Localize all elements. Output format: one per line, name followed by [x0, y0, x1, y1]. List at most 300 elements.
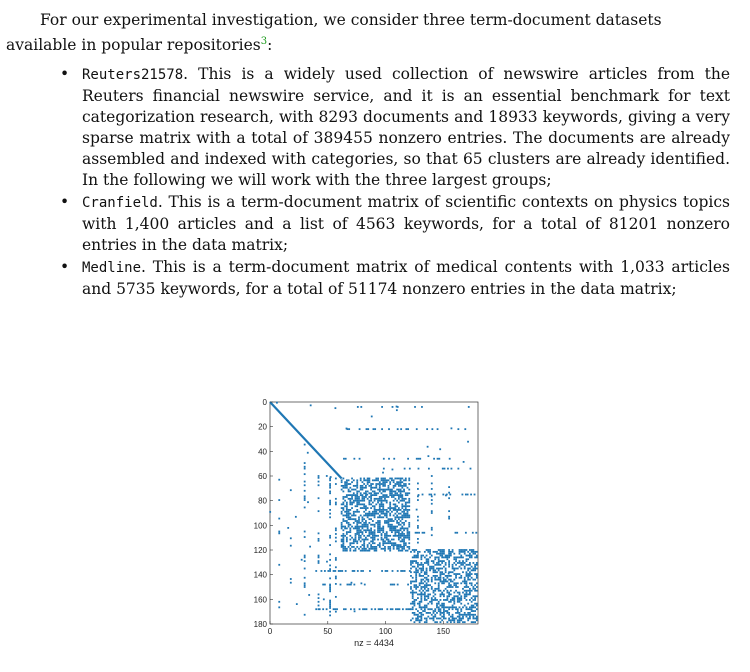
data-point: [356, 492, 358, 494]
data-point: [346, 511, 348, 513]
data-point: [476, 555, 478, 557]
data-point: [329, 535, 331, 537]
data-point: [346, 513, 348, 515]
data-point: [417, 516, 419, 518]
data-point: [443, 614, 445, 616]
data-point: [382, 513, 384, 515]
data-point: [341, 546, 343, 548]
data-point: [452, 618, 454, 620]
data-point: [433, 568, 435, 570]
data-point: [362, 520, 364, 522]
data-point: [353, 515, 355, 517]
data-point: [374, 516, 376, 518]
data-point: [398, 550, 400, 552]
data-point: [370, 544, 372, 546]
data-point: [455, 586, 457, 588]
data-point: [410, 575, 412, 577]
data-point: [344, 483, 346, 485]
data-point: [391, 491, 393, 493]
data-point: [379, 489, 381, 491]
data-point: [356, 483, 358, 485]
data-point: [304, 568, 306, 570]
data-point: [448, 594, 450, 596]
data-point: [415, 581, 417, 583]
data-point: [364, 584, 366, 586]
data-point: [474, 618, 476, 620]
data-point: [431, 527, 433, 529]
data-point: [410, 588, 412, 590]
data-point: [396, 526, 398, 528]
data-point: [360, 531, 362, 533]
data-point: [358, 548, 360, 550]
data-point: [348, 489, 350, 491]
data-point: [304, 555, 306, 557]
data-point: [474, 551, 476, 553]
data-point: [362, 481, 364, 483]
data-point: [436, 571, 438, 573]
data-point: [459, 618, 461, 620]
data-point: [466, 555, 468, 557]
data-point: [436, 588, 438, 590]
data-point: [391, 531, 393, 533]
data-point: [474, 599, 476, 601]
data-point: [355, 535, 357, 537]
data-point: [356, 526, 358, 528]
data-point: [455, 558, 457, 560]
data-point: [418, 468, 420, 470]
data-point: [394, 533, 396, 535]
data-point: [304, 473, 306, 475]
data-point: [427, 594, 429, 596]
data-point: [353, 522, 355, 524]
data-point: [353, 485, 355, 487]
data-point: [398, 539, 400, 541]
data-point: [346, 502, 348, 504]
data-point: [386, 516, 388, 518]
data-point: [434, 582, 436, 584]
data-point: [394, 478, 396, 480]
data-point: [474, 610, 476, 612]
footnote-mark[interactable]: 3: [260, 36, 268, 47]
data-point: [433, 562, 435, 564]
data-point: [398, 485, 400, 487]
data-point: [381, 528, 383, 530]
data-point: [379, 491, 381, 493]
data-point: [398, 533, 400, 535]
data-point: [377, 479, 379, 481]
data-point: [381, 513, 383, 515]
data-point: [407, 516, 409, 518]
data-point: [403, 516, 405, 518]
data-point: [472, 588, 474, 590]
data-point: [278, 531, 280, 533]
data-point: [304, 481, 306, 483]
data-point: [405, 492, 407, 494]
data-point: [353, 511, 355, 513]
data-point: [381, 505, 383, 507]
data-point: [362, 608, 364, 610]
data-point: [323, 598, 325, 600]
data-point: [386, 489, 388, 491]
data-point: [382, 485, 384, 487]
data-point: [374, 500, 376, 502]
data-point: [412, 590, 414, 592]
data-point: [424, 605, 426, 607]
data-point: [383, 458, 385, 460]
data-point: [391, 492, 393, 494]
data-point: [424, 592, 426, 594]
data-point: [353, 502, 355, 504]
data-point: [459, 573, 461, 575]
data-point: [391, 524, 393, 526]
data-point: [417, 488, 419, 490]
data-point: [348, 479, 350, 481]
data-point: [445, 568, 447, 570]
data-point: [329, 607, 331, 609]
data-point: [335, 583, 337, 585]
data-point: [440, 573, 442, 575]
data-point: [400, 535, 402, 537]
data-point: [304, 495, 306, 497]
data-point: [401, 487, 403, 489]
data-point: [464, 594, 466, 596]
x-tick-label: 150: [436, 627, 451, 636]
data-point: [401, 548, 403, 550]
data-point: [344, 505, 346, 507]
data-point: [464, 582, 466, 584]
data-point: [367, 529, 369, 531]
data-point: [462, 581, 464, 583]
data-point: [377, 539, 379, 541]
data-point: [422, 569, 424, 571]
data-point: [341, 522, 343, 524]
data-point: [448, 573, 450, 575]
data-point: [398, 537, 400, 539]
data-point: [345, 458, 347, 460]
data-point: [405, 515, 407, 517]
data-point: [384, 535, 386, 537]
data-point: [448, 584, 450, 586]
data-point: [448, 516, 450, 518]
data-point: [441, 606, 443, 608]
data-point: [367, 544, 369, 546]
data-point: [367, 516, 369, 518]
data-point: [476, 575, 478, 577]
data-point: [462, 494, 464, 496]
data-point: [290, 545, 292, 547]
data-point: [403, 544, 405, 546]
data-point: [414, 557, 416, 559]
data-point: [329, 491, 331, 493]
data-point: [426, 590, 428, 592]
data-point: [393, 487, 395, 489]
data-point: [372, 483, 374, 485]
data-point: [304, 444, 306, 446]
data-point: [415, 568, 417, 570]
data-point: [290, 582, 292, 584]
data-point: [342, 533, 344, 535]
data-point: [440, 595, 442, 597]
data-point: [430, 494, 432, 496]
data-point: [353, 500, 355, 502]
data-point: [443, 606, 445, 608]
data-point: [346, 494, 348, 496]
data-point: [401, 494, 403, 496]
data-point: [420, 608, 422, 610]
data-point: [353, 608, 355, 610]
data-point: [455, 573, 457, 575]
data-point: [452, 599, 454, 601]
data-point: [365, 496, 367, 498]
data-point: [466, 595, 468, 597]
data-point: [417, 551, 419, 553]
data-point: [375, 494, 377, 496]
data-point: [363, 526, 365, 528]
data-point: [472, 532, 474, 534]
data-point: [386, 481, 388, 483]
data-point: [379, 507, 381, 509]
data-point: [396, 505, 398, 507]
data-point: [360, 507, 362, 509]
data-point: [450, 586, 452, 588]
data-point: [398, 546, 400, 548]
data-point: [426, 584, 428, 586]
data-point: [415, 588, 417, 590]
data-point: [410, 551, 412, 553]
data-point: [407, 428, 409, 430]
data-point: [405, 516, 407, 518]
data-point: [442, 494, 444, 496]
data-point: [394, 507, 396, 509]
data-point: [382, 478, 384, 480]
data-point: [335, 559, 337, 561]
data-point: [427, 584, 429, 586]
data-point: [415, 560, 417, 562]
data-point: [318, 562, 320, 564]
data-point: [398, 494, 400, 496]
data-point: [438, 601, 440, 603]
data-point: [431, 428, 433, 430]
data-point: [445, 555, 447, 557]
data-point: [452, 608, 454, 610]
data-point: [329, 614, 331, 616]
data-point: [365, 522, 367, 524]
data-point: [403, 505, 405, 507]
data-point: [382, 516, 384, 518]
data-point: [372, 491, 374, 493]
data-point: [349, 509, 351, 511]
data-point: [419, 606, 421, 608]
data-point: [440, 599, 442, 601]
data-point: [386, 500, 388, 502]
data-point: [401, 485, 403, 487]
data-point: [358, 533, 360, 535]
data-point: [452, 581, 454, 583]
data-point: [441, 594, 443, 596]
data-point: [405, 498, 407, 500]
data-point: [356, 531, 358, 533]
data-point: [429, 568, 431, 570]
data-point: [384, 496, 386, 498]
data-point: [353, 492, 355, 494]
data-point: [438, 590, 440, 592]
data-point: [417, 610, 419, 612]
data-point: [420, 555, 422, 557]
data-point: [363, 500, 365, 502]
data-point: [375, 522, 377, 524]
data-point: [372, 479, 374, 481]
data-point: [471, 621, 473, 623]
data-point: [377, 531, 379, 533]
data-point: [394, 526, 396, 528]
data-point: [434, 614, 436, 616]
data-point: [375, 485, 377, 487]
data-point: [464, 566, 466, 568]
data-point: [434, 575, 436, 577]
data-point: [374, 526, 376, 528]
data-point: [441, 557, 443, 559]
data-point: [318, 538, 320, 540]
data-point: [391, 528, 393, 530]
data-point: [377, 492, 379, 494]
data-point: [348, 491, 350, 493]
data-point: [290, 537, 292, 539]
data-point: [438, 568, 440, 570]
data-point: [459, 621, 461, 623]
data-point: [417, 614, 419, 616]
data-point: [368, 500, 370, 502]
data-point: [381, 406, 383, 408]
data-point: [382, 526, 384, 528]
data-point: [396, 544, 398, 546]
data-point: [348, 509, 350, 511]
data-point: [342, 502, 344, 504]
data-point: [467, 551, 469, 553]
data-point: [416, 509, 418, 511]
data-point: [367, 535, 369, 537]
data-point: [374, 511, 376, 513]
data-point: [420, 586, 422, 588]
data-point: [398, 548, 400, 550]
data-point: [344, 526, 346, 528]
data-point: [396, 489, 398, 491]
data-point: [414, 592, 416, 594]
data-point: [472, 569, 474, 571]
data-point: [450, 616, 452, 618]
data-point: [420, 601, 422, 603]
data-point: [397, 428, 399, 430]
data-point: [318, 555, 320, 557]
data-point: [341, 485, 343, 487]
data-point: [365, 509, 367, 511]
data-point: [362, 496, 364, 498]
data-point: [403, 498, 405, 500]
data-point: [342, 485, 344, 487]
y-tick-label: 120: [253, 546, 267, 555]
data-point: [476, 595, 478, 597]
data-point: [358, 498, 360, 500]
data-point: [453, 579, 455, 581]
data-point: [375, 513, 377, 515]
data-point: [371, 608, 373, 610]
data-point: [362, 570, 364, 572]
data-point: [378, 608, 380, 610]
data-point: [443, 608, 445, 610]
x-axis-label: nz = 4434: [354, 638, 394, 648]
data-point: [400, 478, 402, 480]
data-point: [335, 503, 337, 505]
data-point: [416, 428, 418, 430]
x-tick-label: 100: [378, 627, 393, 636]
data-point: [466, 571, 468, 573]
data-point: [365, 537, 367, 539]
data-point: [401, 500, 403, 502]
data-point: [414, 586, 416, 588]
data-point: [341, 540, 343, 542]
data-point: [400, 520, 402, 522]
data-point: [459, 594, 461, 596]
data-point: [346, 505, 348, 507]
data-point: [460, 549, 462, 551]
data-point: [419, 575, 421, 577]
data-point: [364, 608, 366, 610]
data-point: [429, 551, 431, 553]
data-point: [373, 428, 375, 430]
data-point: [426, 569, 428, 571]
data-point: [375, 478, 377, 480]
data-point: [450, 606, 452, 608]
data-point: [374, 428, 376, 430]
data-point: [391, 518, 393, 520]
data-point: [469, 594, 471, 596]
data-point: [401, 505, 403, 507]
data-point: [384, 546, 386, 548]
data-point: [457, 608, 459, 610]
data-point: [384, 489, 386, 491]
data-point: [398, 483, 400, 485]
data-point: [448, 582, 450, 584]
data-point: [448, 560, 450, 562]
data-point: [351, 546, 353, 548]
bullet-icon: •: [60, 65, 70, 83]
data-point: [402, 608, 404, 610]
data-point: [351, 478, 353, 480]
data-point: [436, 618, 438, 620]
data-point: [401, 498, 403, 500]
data-point: [372, 515, 374, 517]
data-point: [422, 564, 424, 566]
data-point: [476, 590, 478, 592]
data-point: [429, 549, 431, 551]
data-point: [329, 500, 331, 502]
data-point: [353, 513, 355, 515]
data-point: [389, 535, 391, 537]
data-point: [388, 522, 390, 524]
data-point: [396, 509, 398, 511]
data-point: [472, 579, 474, 581]
data-point: [424, 621, 426, 623]
data-point: [451, 427, 453, 429]
data-point: [304, 584, 306, 586]
data-point: [446, 558, 448, 560]
data-point: [459, 560, 461, 562]
data-point: [401, 535, 403, 537]
data-point: [398, 507, 400, 509]
data-point: [407, 550, 409, 552]
data-point: [412, 577, 414, 579]
data-point: [448, 553, 450, 555]
data-point: [436, 557, 438, 559]
